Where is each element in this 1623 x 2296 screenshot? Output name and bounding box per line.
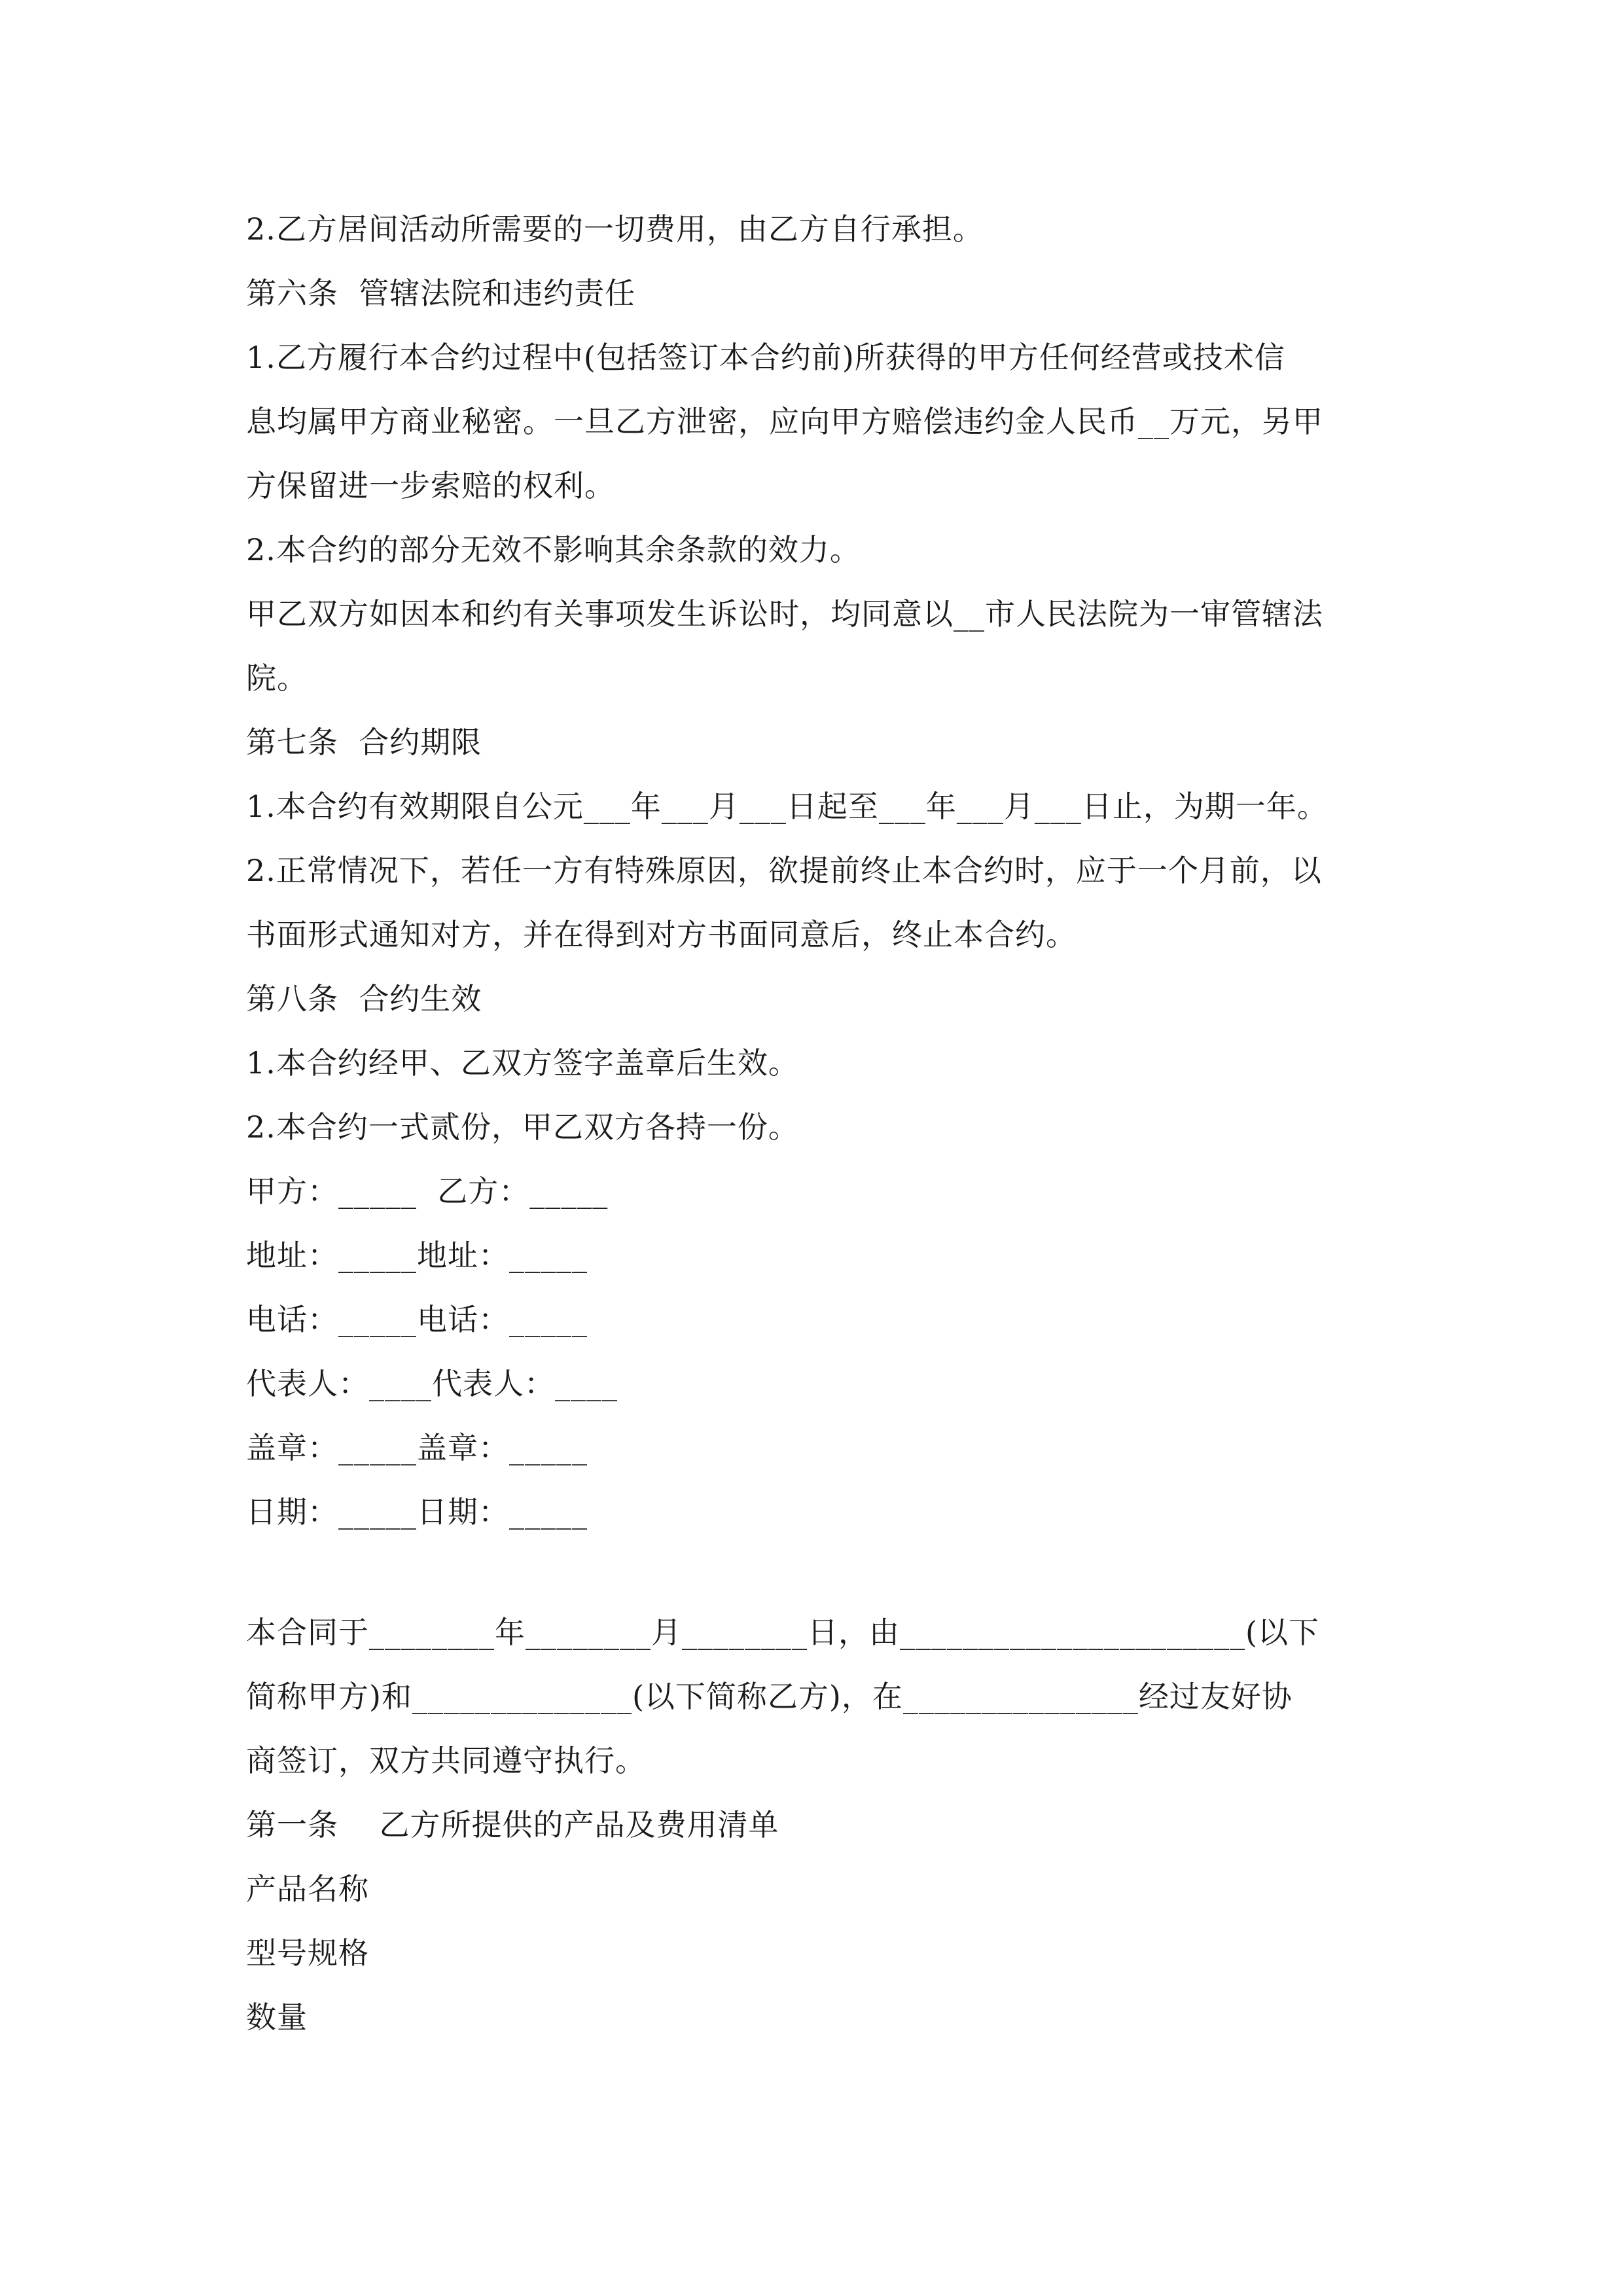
signature-field-line: 电话：_____电话：_____ bbox=[246, 1302, 588, 1337]
section-heading: 第一条 乙方所提供的产品及费用清单 bbox=[246, 1807, 779, 1842]
text-line: 甲乙双方如因本和约有关事项发生诉讼时，均同意以__市人民法院为一审管辖法 bbox=[246, 596, 1323, 632]
text-line: 方保留进一步索赔的权利。 bbox=[246, 468, 615, 503]
text-line: 本合同于________年________月________日，由______________________(以下 bbox=[246, 1615, 1319, 1650]
signature-field-line: 地址：_____地址：_____ bbox=[246, 1238, 588, 1273]
text-line: 1.本合约有效期限自公元___年___月___日起至___年___月___日止，为期一年。 bbox=[246, 789, 1328, 824]
text-line: 2.本合约一式贰份，甲乙双方各持一份。 bbox=[246, 1109, 799, 1145]
signature-field-line: 甲方：_____ 乙方：_____ bbox=[246, 1174, 609, 1209]
text-line: 商签订，双方共同遵守执行。 bbox=[246, 1743, 646, 1778]
signature-field-line: 盖章：_____盖章：_____ bbox=[246, 1430, 588, 1465]
signature-field-line: 日期：_____日期：_____ bbox=[246, 1494, 588, 1530]
text-line: 书面形式通知对方，并在得到对方书面同意后，终止本合约。 bbox=[246, 917, 1077, 952]
text-line: 1.本合约经甲、乙双方签字盖章后生效。 bbox=[246, 1045, 799, 1081]
text-line: 院。 bbox=[246, 660, 308, 696]
text-line: 2.乙方居间活动所需要的一切费用，由乙方自行承担。 bbox=[246, 211, 984, 247]
text-line: 息均属甲方商业秘密。一旦乙方泄密，应向甲方赔偿违约金人民币__万元，另甲 bbox=[246, 404, 1323, 439]
text-line: 数量 bbox=[246, 2000, 308, 2035]
signature-field-line: 代表人：____代表人：____ bbox=[246, 1366, 618, 1401]
text-line: 2.正常情况下，若任一方有特殊原因，欲提前终止本合约时，应于一个月前，以 bbox=[246, 853, 1322, 888]
text-line: 产品名称 bbox=[246, 1871, 369, 1907]
text-line: 2.本合约的部分无效不影响其余条款的效力。 bbox=[246, 532, 861, 567]
section-heading: 第六条 管辖法院和违约责任 bbox=[246, 276, 636, 311]
text-line: 型号规格 bbox=[246, 1935, 369, 1971]
text-line: 简称甲方)和______________(以下简称乙方)，在_______________经过友好协 bbox=[246, 1679, 1293, 1714]
text-line: 1.乙方履行本合约过程中(包括签订本合约前)所获得的甲方任何经营或技术信 bbox=[246, 340, 1285, 375]
section-heading: 第八条 合约生效 bbox=[246, 981, 482, 1016]
section-heading: 第七条 合约期限 bbox=[246, 725, 482, 760]
